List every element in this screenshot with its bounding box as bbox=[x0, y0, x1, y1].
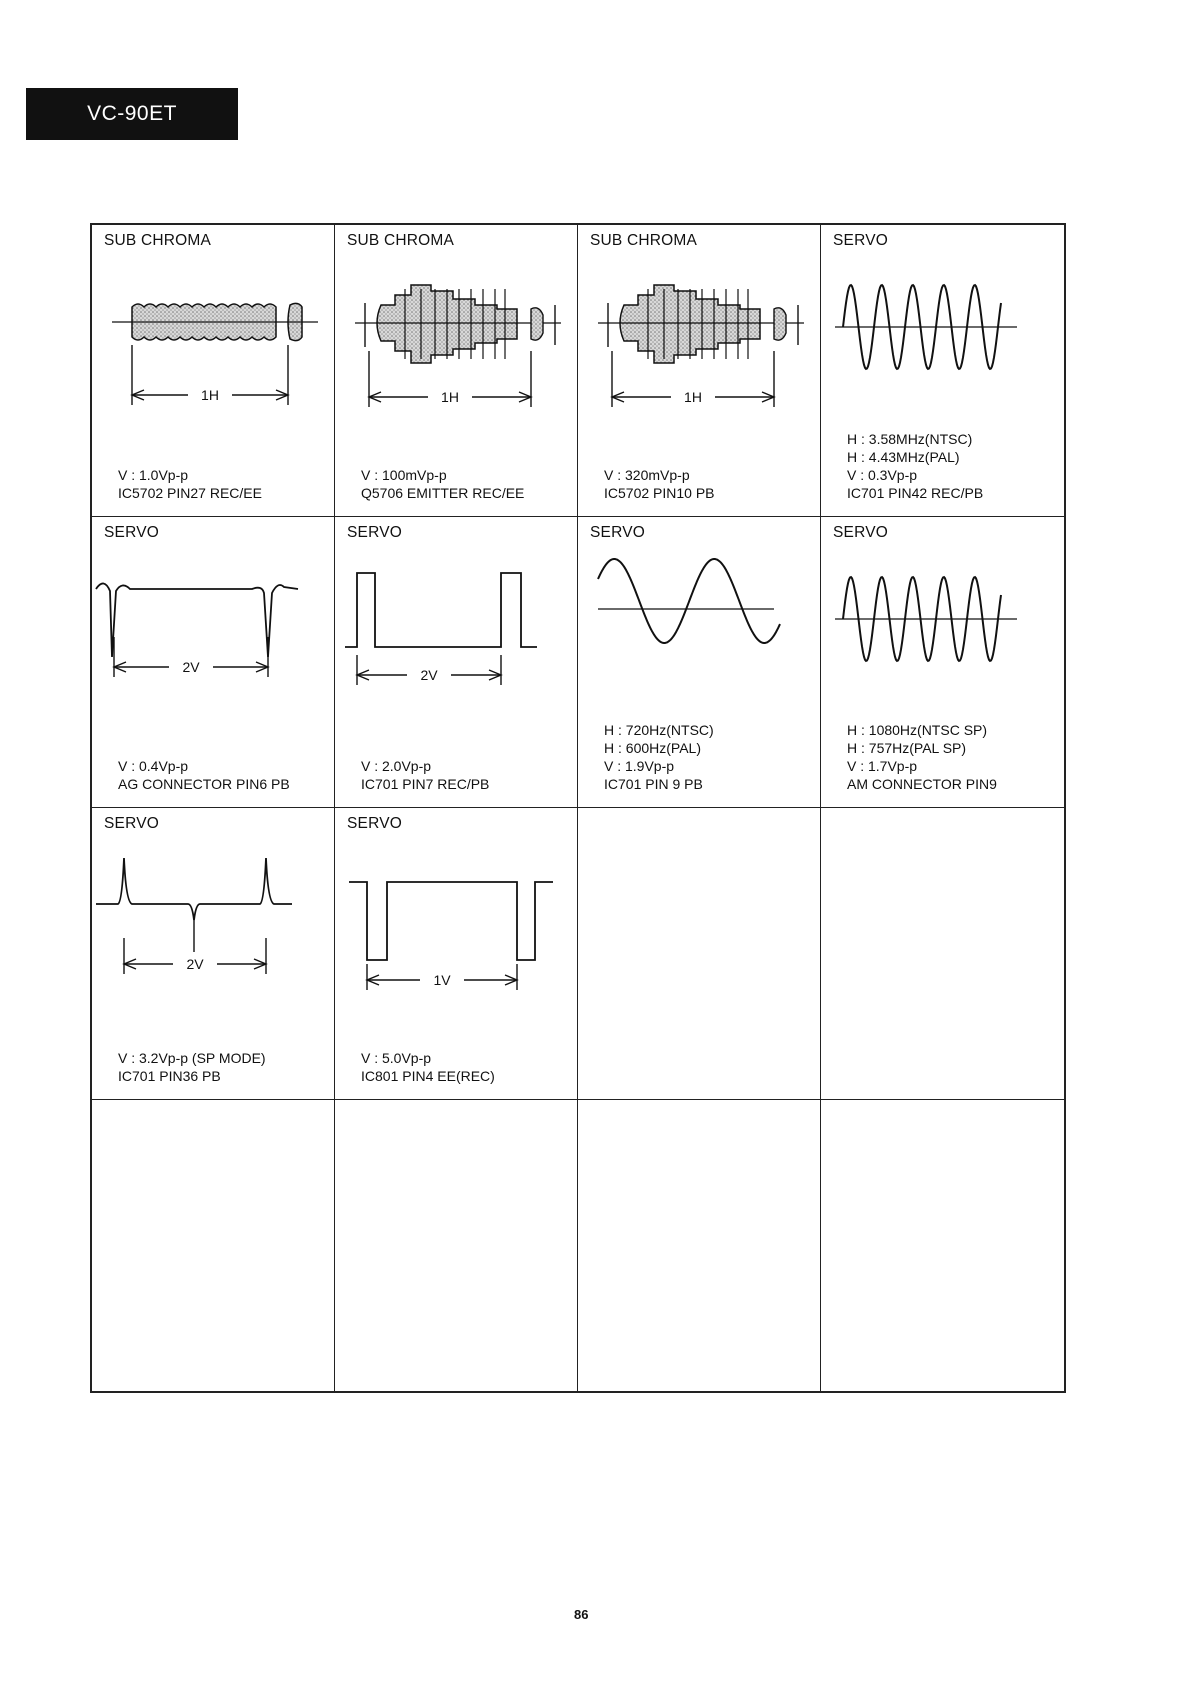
sub-chroma-stepped-waveform-icon bbox=[578, 255, 821, 435]
measurement-notes bbox=[847, 430, 983, 502]
waveform-panel bbox=[578, 225, 821, 517]
waveform-trace bbox=[349, 882, 553, 960]
measurement-line: Q5706 EMITTER REC/EE bbox=[361, 484, 525, 501]
measurement-line: V : 100mVp-p bbox=[361, 466, 447, 483]
panel-title: SUB CHROMA bbox=[347, 232, 455, 249]
empty-panel bbox=[92, 1100, 335, 1392]
waveform-trace bbox=[835, 577, 1017, 661]
span-dimension bbox=[124, 938, 266, 974]
measurement-line: H : 3.58MHz(NTSC) bbox=[847, 430, 973, 447]
measurement-line: V : 2.0Vp-p bbox=[361, 758, 432, 774]
square-pulse-waveform-icon bbox=[335, 547, 578, 727]
measurement-line: IC5702 PIN10 PB bbox=[604, 484, 715, 501]
measurement-line: H : 4.43MHz(PAL) bbox=[847, 448, 960, 465]
waveform-panel bbox=[92, 808, 335, 1100]
measurement-line: H : 1080Hz(NTSC SP) bbox=[847, 722, 988, 738]
waveform-trace bbox=[96, 858, 292, 952]
measurement-line: AM CONNECTOR PIN9 bbox=[847, 776, 997, 792]
measurement-line: H : 600Hz(PAL) bbox=[604, 740, 701, 756]
waveform-panel bbox=[335, 517, 578, 809]
panel-title: SERVO bbox=[833, 523, 888, 541]
measurement-notes bbox=[361, 757, 489, 793]
measurement-notes bbox=[361, 466, 524, 502]
waveform-panel bbox=[821, 225, 1064, 517]
panel-title: SERVO bbox=[590, 523, 645, 541]
measurement-line: IC701 PIN 9 PB bbox=[604, 776, 703, 792]
span-dimension bbox=[367, 964, 517, 990]
measurement-line: V : 0.4Vp-p bbox=[118, 758, 189, 774]
span-dimension bbox=[114, 637, 268, 677]
sub-chroma-flat-waveform-icon bbox=[92, 255, 335, 435]
empty-panel bbox=[821, 808, 1064, 1100]
panel-title: SERVO bbox=[833, 232, 888, 249]
measurement-notes bbox=[118, 1049, 266, 1085]
waveform-trace bbox=[345, 573, 537, 647]
measurement-line: IC701 PIN36 PB bbox=[118, 1067, 221, 1084]
inverted-square-pulse-waveform-icon bbox=[335, 838, 578, 1018]
high-frequency-sine-waveform-icon bbox=[821, 255, 1064, 435]
waveform-panel bbox=[335, 225, 578, 517]
measurement-line: V : 320mVp-p bbox=[604, 466, 690, 483]
empty-panel bbox=[335, 1100, 578, 1392]
measurement-notes bbox=[847, 721, 997, 793]
sub-chroma-stepped-waveform-icon bbox=[335, 255, 578, 435]
panel-title: SERVO bbox=[104, 815, 159, 832]
span-dimension bbox=[369, 351, 531, 407]
page-number: 86 bbox=[574, 1607, 589, 1622]
panel-title: SUB CHROMA bbox=[104, 232, 212, 249]
spike-pulse-waveform-icon bbox=[92, 838, 335, 1018]
panel-title: SERVO bbox=[347, 523, 402, 541]
model-badge bbox=[26, 88, 238, 140]
span-label: 1H bbox=[684, 389, 702, 405]
high-frequency-sine-waveform-icon bbox=[821, 547, 1064, 727]
waveform-grid bbox=[90, 223, 1066, 1393]
span-label: 2V bbox=[186, 956, 204, 972]
measurement-line: H : 720Hz(NTSC) bbox=[604, 722, 714, 738]
panel-title: SUB CHROMA bbox=[590, 232, 698, 249]
measurement-notes bbox=[604, 721, 714, 793]
negative-pulse-waveform-icon bbox=[92, 547, 335, 727]
measurement-line: H : 757Hz(PAL SP) bbox=[847, 740, 967, 756]
waveform-trace bbox=[355, 285, 561, 363]
span-label: 2V bbox=[420, 666, 438, 683]
waveform-panel bbox=[92, 225, 335, 517]
waveform-panel bbox=[821, 517, 1064, 809]
measurement-line: IC5702 PIN27 REC/EE bbox=[118, 484, 262, 501]
waveform-panel bbox=[335, 808, 578, 1100]
measurement-notes bbox=[361, 1049, 495, 1085]
low-frequency-sine-waveform-icon bbox=[578, 547, 821, 727]
measurement-line: V : 0.3Vp-p bbox=[847, 466, 918, 483]
span-dimension bbox=[132, 345, 288, 405]
empty-panel bbox=[578, 1100, 821, 1392]
measurement-line: IC801 PIN4 EE(REC) bbox=[361, 1067, 495, 1084]
empty-panel bbox=[821, 1100, 1064, 1392]
measurement-notes bbox=[604, 466, 715, 502]
measurement-line: IC701 PIN7 REC/PB bbox=[361, 776, 490, 792]
waveform-panel bbox=[578, 517, 821, 809]
measurement-line: V : 3.2Vp-p (SP MODE) bbox=[118, 1049, 266, 1066]
empty-panel bbox=[578, 808, 821, 1100]
span-dimension bbox=[612, 351, 774, 407]
span-label: 1V bbox=[433, 972, 451, 988]
measurement-notes bbox=[118, 466, 262, 502]
measurement-notes bbox=[118, 757, 290, 793]
waveform-trace bbox=[598, 285, 804, 363]
model-label: VC-90ET bbox=[87, 102, 177, 125]
span-label: 1H bbox=[201, 387, 219, 403]
measurement-line: V : 1.7Vp-p bbox=[847, 758, 918, 774]
span-label: 1H bbox=[441, 389, 459, 405]
measurement-line: V : 5.0Vp-p bbox=[361, 1049, 432, 1066]
measurement-line: AG CONNECTOR PIN6 PB bbox=[118, 776, 290, 792]
measurement-line: IC701 PIN42 REC/PB bbox=[847, 484, 984, 501]
measurement-line: V : 1.9Vp-p bbox=[604, 758, 675, 774]
waveform-trace bbox=[598, 559, 780, 643]
waveform-trace bbox=[835, 285, 1017, 369]
waveform-panel bbox=[92, 517, 335, 809]
waveform-trace bbox=[112, 303, 318, 340]
measurement-line: V : 1.0Vp-p bbox=[118, 466, 189, 483]
panel-title: SERVO bbox=[104, 523, 159, 541]
span-dimension bbox=[357, 655, 501, 685]
span-label: 2V bbox=[182, 658, 200, 675]
panel-title: SERVO bbox=[347, 815, 402, 832]
